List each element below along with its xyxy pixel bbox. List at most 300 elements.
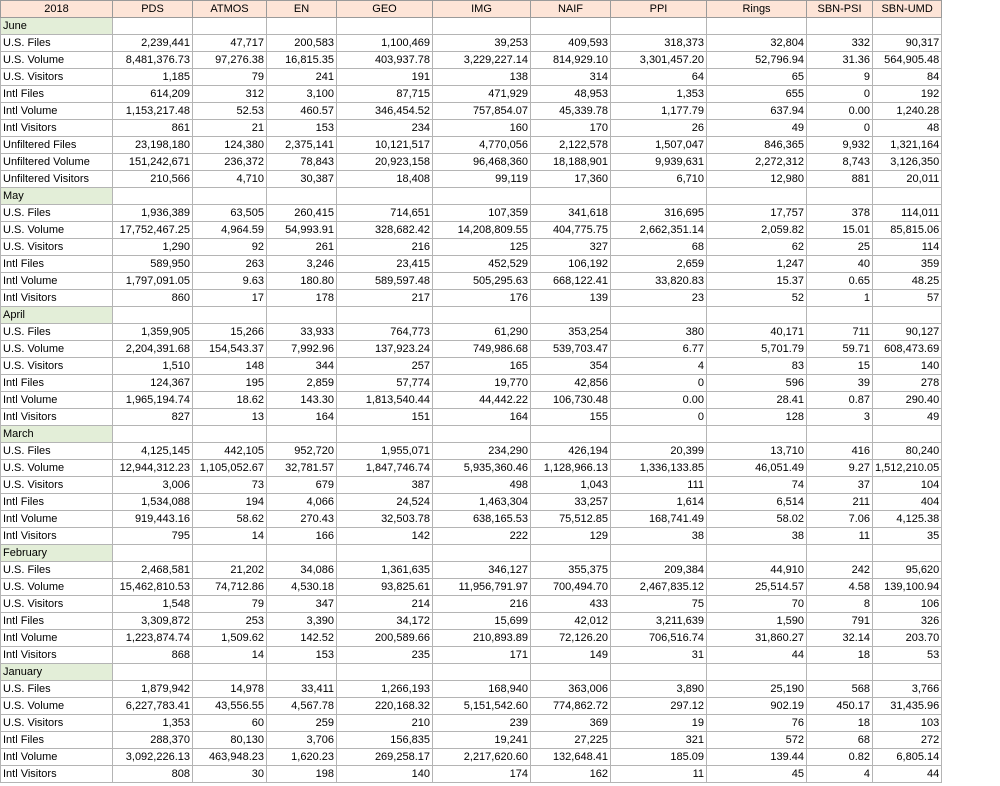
value-cell[interactable]: 10,121,517 (337, 137, 433, 154)
empty-cell[interactable] (611, 664, 707, 681)
value-cell[interactable]: 18 (807, 647, 873, 664)
value-cell[interactable]: 31.36 (807, 52, 873, 69)
month-label-cell[interactable]: February (1, 545, 113, 562)
value-cell[interactable]: 359 (873, 256, 942, 273)
value-cell[interactable]: 17,752,467.25 (113, 222, 193, 239)
value-cell[interactable]: 171 (433, 647, 531, 664)
value-cell[interactable]: 31,435.96 (873, 698, 942, 715)
value-cell[interactable]: 13,710 (707, 443, 807, 460)
value-cell[interactable]: 153 (267, 647, 337, 664)
value-cell[interactable]: 3,100 (267, 86, 337, 103)
value-cell[interactable]: 757,854.07 (433, 103, 531, 120)
column-header-cell[interactable]: IMG (433, 1, 531, 18)
value-cell[interactable]: 17,757 (707, 205, 807, 222)
row-label-cell[interactable]: Unfiltered Files (1, 137, 113, 154)
value-cell[interactable]: 263 (193, 256, 267, 273)
value-cell[interactable]: 1,879,942 (113, 681, 193, 698)
value-cell[interactable]: 18,188,901 (531, 154, 611, 171)
row-label-cell[interactable]: Intl Visitors (1, 766, 113, 783)
value-cell[interactable]: 791 (807, 613, 873, 630)
month-label-cell[interactable]: June (1, 18, 113, 35)
value-cell[interactable]: 463,948.23 (193, 749, 267, 766)
value-cell[interactable]: 68 (611, 239, 707, 256)
value-cell[interactable]: 34,086 (267, 562, 337, 579)
value-cell[interactable]: 58.02 (707, 511, 807, 528)
value-cell[interactable]: 1,813,540.44 (337, 392, 433, 409)
value-cell[interactable]: 129 (531, 528, 611, 545)
row-label-cell[interactable]: U.S. Files (1, 324, 113, 341)
column-header-cell[interactable]: PDS (113, 1, 193, 18)
value-cell[interactable]: 614,209 (113, 86, 193, 103)
value-cell[interactable]: 505,295.63 (433, 273, 531, 290)
value-cell[interactable]: 28.41 (707, 392, 807, 409)
value-cell[interactable]: 4,530.18 (267, 579, 337, 596)
value-cell[interactable]: 0 (807, 86, 873, 103)
value-cell[interactable]: 15,462,810.53 (113, 579, 193, 596)
value-cell[interactable]: 235 (337, 647, 433, 664)
value-cell[interactable]: 355,375 (531, 562, 611, 579)
value-cell[interactable]: 18.62 (193, 392, 267, 409)
value-cell[interactable]: 79 (193, 596, 267, 613)
value-cell[interactable]: 84 (873, 69, 942, 86)
column-header-cell[interactable]: SBN-UMD (873, 1, 942, 18)
value-cell[interactable]: 0.00 (807, 103, 873, 120)
value-cell[interactable]: 1,105,052.67 (193, 460, 267, 477)
value-cell[interactable]: 9,939,631 (611, 154, 707, 171)
value-cell[interactable]: 363,006 (531, 681, 611, 698)
value-cell[interactable]: 1,361,635 (337, 562, 433, 579)
value-cell[interactable]: 846,365 (707, 137, 807, 154)
row-label-cell[interactable]: U.S. Files (1, 562, 113, 579)
value-cell[interactable]: 33,820.83 (611, 273, 707, 290)
empty-cell[interactable] (873, 545, 942, 562)
value-cell[interactable]: 332 (807, 35, 873, 52)
value-cell[interactable]: 44,910 (707, 562, 807, 579)
empty-cell[interactable] (267, 545, 337, 562)
value-cell[interactable]: 259 (267, 715, 337, 732)
value-cell[interactable]: 1,266,193 (337, 681, 433, 698)
value-cell[interactable]: 23,415 (337, 256, 433, 273)
value-cell[interactable]: 164 (267, 409, 337, 426)
value-cell[interactable]: 44 (873, 766, 942, 783)
value-cell[interactable]: 139.44 (707, 749, 807, 766)
value-cell[interactable]: 387 (337, 477, 433, 494)
empty-cell[interactable] (193, 664, 267, 681)
empty-cell[interactable] (807, 188, 873, 205)
row-label-cell[interactable]: U.S. Files (1, 205, 113, 222)
value-cell[interactable]: 6,710 (611, 171, 707, 188)
row-label-cell[interactable]: Intl Volume (1, 273, 113, 290)
value-cell[interactable]: 140 (337, 766, 433, 783)
value-cell[interactable]: 73 (193, 477, 267, 494)
value-cell[interactable]: 234,290 (433, 443, 531, 460)
value-cell[interactable]: 369 (531, 715, 611, 732)
value-cell[interactable]: 321 (611, 732, 707, 749)
row-label-cell[interactable]: Unfiltered Visitors (1, 171, 113, 188)
value-cell[interactable]: 4 (611, 358, 707, 375)
value-cell[interactable]: 450.17 (807, 698, 873, 715)
value-cell[interactable]: 70 (707, 596, 807, 613)
value-cell[interactable]: 655 (707, 86, 807, 103)
value-cell[interactable]: 637.94 (707, 103, 807, 120)
value-cell[interactable]: 241 (267, 69, 337, 86)
column-header-cell[interactable]: GEO (337, 1, 433, 18)
value-cell[interactable]: 881 (807, 171, 873, 188)
value-cell[interactable]: 87,715 (337, 86, 433, 103)
value-cell[interactable]: 17 (193, 290, 267, 307)
row-label-cell[interactable]: U.S. Visitors (1, 358, 113, 375)
empty-cell[interactable] (611, 426, 707, 443)
value-cell[interactable]: 76 (707, 715, 807, 732)
column-header-cell[interactable]: ATMOS (193, 1, 267, 18)
value-cell[interactable]: 1,509.62 (193, 630, 267, 647)
value-cell[interactable]: 114,011 (873, 205, 942, 222)
value-cell[interactable]: 180.80 (267, 273, 337, 290)
value-cell[interactable]: 138 (433, 69, 531, 86)
value-cell[interactable]: 700,494.70 (531, 579, 611, 596)
value-cell[interactable]: 868 (113, 647, 193, 664)
value-cell[interactable]: 261 (267, 239, 337, 256)
value-cell[interactable]: 27,225 (531, 732, 611, 749)
value-cell[interactable]: 347 (267, 596, 337, 613)
value-cell[interactable]: 48,953 (531, 86, 611, 103)
value-cell[interactable]: 344 (267, 358, 337, 375)
value-cell[interactable]: 15,266 (193, 324, 267, 341)
value-cell[interactable]: 200,589.66 (337, 630, 433, 647)
value-cell[interactable]: 44 (707, 647, 807, 664)
value-cell[interactable]: 124,367 (113, 375, 193, 392)
value-cell[interactable]: 16,815.35 (267, 52, 337, 69)
value-cell[interactable]: 0 (807, 120, 873, 137)
value-cell[interactable]: 9,932 (807, 137, 873, 154)
value-cell[interactable]: 59.71 (807, 341, 873, 358)
value-cell[interactable]: 185.09 (611, 749, 707, 766)
empty-cell[interactable] (611, 188, 707, 205)
month-label-cell[interactable]: May (1, 188, 113, 205)
empty-cell[interactable] (531, 18, 611, 35)
row-label-cell[interactable]: U.S. Visitors (1, 477, 113, 494)
value-cell[interactable]: 1,359,905 (113, 324, 193, 341)
value-cell[interactable]: 217 (337, 290, 433, 307)
value-cell[interactable]: 26 (611, 120, 707, 137)
value-cell[interactable]: 1,043 (531, 477, 611, 494)
row-label-cell[interactable]: Intl Volume (1, 511, 113, 528)
value-cell[interactable]: 0.00 (611, 392, 707, 409)
value-cell[interactable]: 1,512,210.05 (873, 460, 942, 477)
value-cell[interactable]: 326 (873, 613, 942, 630)
row-label-cell[interactable]: U.S. Volume (1, 698, 113, 715)
value-cell[interactable]: 195 (193, 375, 267, 392)
empty-cell[interactable] (531, 664, 611, 681)
value-cell[interactable]: 25,514.57 (707, 579, 807, 596)
value-cell[interactable]: 5,935,360.46 (433, 460, 531, 477)
value-cell[interactable]: 814,929.10 (531, 52, 611, 69)
value-cell[interactable]: 2,217,620.60 (433, 749, 531, 766)
value-cell[interactable]: 14,208,809.55 (433, 222, 531, 239)
empty-cell[interactable] (707, 307, 807, 324)
value-cell[interactable]: 75,512.85 (531, 511, 611, 528)
value-cell[interactable]: 103 (873, 715, 942, 732)
value-cell[interactable]: 1,353 (611, 86, 707, 103)
empty-cell[interactable] (267, 18, 337, 35)
value-cell[interactable]: 33,411 (267, 681, 337, 698)
value-cell[interactable]: 57 (873, 290, 942, 307)
value-cell[interactable]: 1,507,047 (611, 137, 707, 154)
empty-cell[interactable] (433, 545, 531, 562)
empty-cell[interactable] (433, 307, 531, 324)
value-cell[interactable]: 589,950 (113, 256, 193, 273)
empty-cell[interactable] (873, 664, 942, 681)
value-cell[interactable]: 63,505 (193, 205, 267, 222)
value-cell[interactable]: 45,339.78 (531, 103, 611, 120)
empty-cell[interactable] (337, 307, 433, 324)
value-cell[interactable]: 1,955,071 (337, 443, 433, 460)
value-cell[interactable]: 0.65 (807, 273, 873, 290)
value-cell[interactable]: 253 (193, 613, 267, 630)
value-cell[interactable]: 1,614 (611, 494, 707, 511)
value-cell[interactable]: 272 (873, 732, 942, 749)
empty-cell[interactable] (707, 18, 807, 35)
value-cell[interactable]: 1,847,746.74 (337, 460, 433, 477)
value-cell[interactable]: 433 (531, 596, 611, 613)
value-cell[interactable]: 17,360 (531, 171, 611, 188)
value-cell[interactable]: 403,937.78 (337, 52, 433, 69)
value-cell[interactable]: 471,929 (433, 86, 531, 103)
row-label-cell[interactable]: Intl Files (1, 375, 113, 392)
empty-cell[interactable] (113, 307, 193, 324)
value-cell[interactable]: 142 (337, 528, 433, 545)
row-label-cell[interactable]: U.S. Visitors (1, 715, 113, 732)
value-cell[interactable]: 316,695 (611, 205, 707, 222)
value-cell[interactable]: 191 (337, 69, 433, 86)
value-cell[interactable]: 80,240 (873, 443, 942, 460)
value-cell[interactable]: 42,856 (531, 375, 611, 392)
value-cell[interactable]: 18 (807, 715, 873, 732)
value-cell[interactable]: 2,122,578 (531, 137, 611, 154)
value-cell[interactable]: 83 (707, 358, 807, 375)
empty-cell[interactable] (337, 664, 433, 681)
value-cell[interactable]: 68 (807, 732, 873, 749)
value-cell[interactable]: 341,618 (531, 205, 611, 222)
value-cell[interactable]: 404,775.75 (531, 222, 611, 239)
value-cell[interactable]: 1,936,389 (113, 205, 193, 222)
value-cell[interactable]: 234 (337, 120, 433, 137)
value-cell[interactable]: 49 (873, 409, 942, 426)
value-cell[interactable]: 155 (531, 409, 611, 426)
value-cell[interactable]: 5,151,542.60 (433, 698, 531, 715)
value-cell[interactable]: 1,128,966.13 (531, 460, 611, 477)
value-cell[interactable]: 64 (611, 69, 707, 86)
column-header-cell[interactable]: Rings (707, 1, 807, 18)
value-cell[interactable]: 5,701.79 (707, 341, 807, 358)
empty-cell[interactable] (337, 426, 433, 443)
value-cell[interactable]: 9.63 (193, 273, 267, 290)
value-cell[interactable]: 6,805.14 (873, 749, 942, 766)
value-cell[interactable]: 52,796.94 (707, 52, 807, 69)
value-cell[interactable]: 12,944,312.23 (113, 460, 193, 477)
row-label-cell[interactable]: U.S. Files (1, 35, 113, 52)
empty-cell[interactable] (611, 307, 707, 324)
value-cell[interactable]: 608,473.69 (873, 341, 942, 358)
value-cell[interactable]: 3 (807, 409, 873, 426)
value-cell[interactable]: 32,804 (707, 35, 807, 52)
empty-cell[interactable] (113, 188, 193, 205)
value-cell[interactable]: 140 (873, 358, 942, 375)
value-cell[interactable]: 47,717 (193, 35, 267, 52)
value-cell[interactable]: 318,373 (611, 35, 707, 52)
value-cell[interactable]: 1,336,133.85 (611, 460, 707, 477)
value-cell[interactable]: 154,543.37 (193, 341, 267, 358)
value-cell[interactable]: 711 (807, 324, 873, 341)
value-cell[interactable]: 48.25 (873, 273, 942, 290)
value-cell[interactable]: 3,229,227.14 (433, 52, 531, 69)
value-cell[interactable]: 174 (433, 766, 531, 783)
value-cell[interactable]: 34,172 (337, 613, 433, 630)
column-header-cell[interactable]: SBN-PSI (807, 1, 873, 18)
value-cell[interactable]: 312 (193, 86, 267, 103)
value-cell[interactable]: 15 (807, 358, 873, 375)
value-cell[interactable]: 4 (807, 766, 873, 783)
value-cell[interactable]: 3,211,639 (611, 613, 707, 630)
value-cell[interactable]: 1,290 (113, 239, 193, 256)
value-cell[interactable]: 39,253 (433, 35, 531, 52)
value-cell[interactable]: 21 (193, 120, 267, 137)
empty-cell[interactable] (193, 188, 267, 205)
value-cell[interactable]: 170 (531, 120, 611, 137)
value-cell[interactable]: 40 (807, 256, 873, 273)
empty-cell[interactable] (267, 307, 337, 324)
empty-cell[interactable] (193, 307, 267, 324)
value-cell[interactable]: 151,242,671 (113, 154, 193, 171)
value-cell[interactable]: 160 (433, 120, 531, 137)
value-cell[interactable]: 2,375,141 (267, 137, 337, 154)
value-cell[interactable]: 1,100,469 (337, 35, 433, 52)
row-label-cell[interactable]: Intl Visitors (1, 120, 113, 137)
value-cell[interactable]: 90,127 (873, 324, 942, 341)
empty-cell[interactable] (267, 426, 337, 443)
value-cell[interactable]: 15.37 (707, 273, 807, 290)
value-cell[interactable]: 142.52 (267, 630, 337, 647)
row-label-cell[interactable]: U.S. Visitors (1, 239, 113, 256)
value-cell[interactable]: 404 (873, 494, 942, 511)
empty-cell[interactable] (707, 188, 807, 205)
value-cell[interactable]: 328,682.42 (337, 222, 433, 239)
empty-cell[interactable] (193, 545, 267, 562)
value-cell[interactable]: 114 (873, 239, 942, 256)
value-cell[interactable]: 4,770,056 (433, 137, 531, 154)
column-header-cell[interactable]: NAIF (531, 1, 611, 18)
value-cell[interactable]: 40,171 (707, 324, 807, 341)
value-cell[interactable]: 85,815.06 (873, 222, 942, 239)
value-cell[interactable]: 203.70 (873, 630, 942, 647)
value-cell[interactable]: 168,741.49 (611, 511, 707, 528)
row-label-cell[interactable]: Intl Volume (1, 392, 113, 409)
row-label-cell[interactable]: U.S. Volume (1, 460, 113, 477)
value-cell[interactable]: 861 (113, 120, 193, 137)
value-cell[interactable]: 30 (193, 766, 267, 783)
value-cell[interactable]: 638,165.53 (433, 511, 531, 528)
value-cell[interactable]: 764,773 (337, 324, 433, 341)
value-cell[interactable]: 19,241 (433, 732, 531, 749)
value-cell[interactable]: 2,468,581 (113, 562, 193, 579)
value-cell[interactable]: 706,516.74 (611, 630, 707, 647)
value-cell[interactable]: 151 (337, 409, 433, 426)
value-cell[interactable]: 0.87 (807, 392, 873, 409)
empty-cell[interactable] (531, 188, 611, 205)
value-cell[interactable]: 20,399 (611, 443, 707, 460)
value-cell[interactable]: 2,659 (611, 256, 707, 273)
value-cell[interactable]: 45 (707, 766, 807, 783)
value-cell[interactable]: 99,119 (433, 171, 531, 188)
value-cell[interactable]: 37 (807, 477, 873, 494)
value-cell[interactable]: 23,198,180 (113, 137, 193, 154)
row-label-cell[interactable]: Unfiltered Volume (1, 154, 113, 171)
row-label-cell[interactable]: Intl Files (1, 86, 113, 103)
value-cell[interactable]: 0 (611, 375, 707, 392)
empty-cell[interactable] (873, 18, 942, 35)
value-cell[interactable]: 52.53 (193, 103, 267, 120)
value-cell[interactable]: 32.14 (807, 630, 873, 647)
row-label-cell[interactable]: Intl Visitors (1, 528, 113, 545)
empty-cell[interactable] (337, 545, 433, 562)
empty-cell[interactable] (193, 426, 267, 443)
value-cell[interactable]: 269,258.17 (337, 749, 433, 766)
value-cell[interactable]: 93,825.61 (337, 579, 433, 596)
value-cell[interactable]: 96,468,360 (433, 154, 531, 171)
empty-cell[interactable] (113, 545, 193, 562)
value-cell[interactable]: 111 (611, 477, 707, 494)
value-cell[interactable]: 1,321,164 (873, 137, 942, 154)
value-cell[interactable]: 53 (873, 647, 942, 664)
value-cell[interactable]: 668,122.41 (531, 273, 611, 290)
value-cell[interactable]: 176 (433, 290, 531, 307)
value-cell[interactable]: 78,843 (267, 154, 337, 171)
value-cell[interactable]: 200,583 (267, 35, 337, 52)
empty-cell[interactable] (707, 426, 807, 443)
value-cell[interactable]: 290.40 (873, 392, 942, 409)
value-cell[interactable]: 808 (113, 766, 193, 783)
value-cell[interactable]: 416 (807, 443, 873, 460)
value-cell[interactable]: 52 (707, 290, 807, 307)
value-cell[interactable]: 168,940 (433, 681, 531, 698)
value-cell[interactable]: 2,204,391.68 (113, 341, 193, 358)
empty-cell[interactable] (531, 545, 611, 562)
value-cell[interactable]: 38 (707, 528, 807, 545)
empty-cell[interactable] (873, 426, 942, 443)
row-label-cell[interactable]: U.S. Volume (1, 579, 113, 596)
value-cell[interactable]: 210 (337, 715, 433, 732)
value-cell[interactable]: 95,620 (873, 562, 942, 579)
value-cell[interactable]: 572 (707, 732, 807, 749)
value-cell[interactable]: 165 (433, 358, 531, 375)
value-cell[interactable]: 216 (337, 239, 433, 256)
empty-cell[interactable] (433, 188, 531, 205)
value-cell[interactable]: 2,239,441 (113, 35, 193, 52)
column-header-cell[interactable]: PPI (611, 1, 707, 18)
value-cell[interactable]: 1,548 (113, 596, 193, 613)
value-cell[interactable]: 15.01 (807, 222, 873, 239)
value-cell[interactable]: 156,835 (337, 732, 433, 749)
value-cell[interactable]: 354 (531, 358, 611, 375)
value-cell[interactable]: 19,770 (433, 375, 531, 392)
row-label-cell[interactable]: U.S. Files (1, 443, 113, 460)
value-cell[interactable]: 460.57 (267, 103, 337, 120)
month-label-cell[interactable]: April (1, 307, 113, 324)
value-cell[interactable]: 8,743 (807, 154, 873, 171)
value-cell[interactable]: 148 (193, 358, 267, 375)
value-cell[interactable]: 589,597.48 (337, 273, 433, 290)
value-cell[interactable]: 1,463,304 (433, 494, 531, 511)
